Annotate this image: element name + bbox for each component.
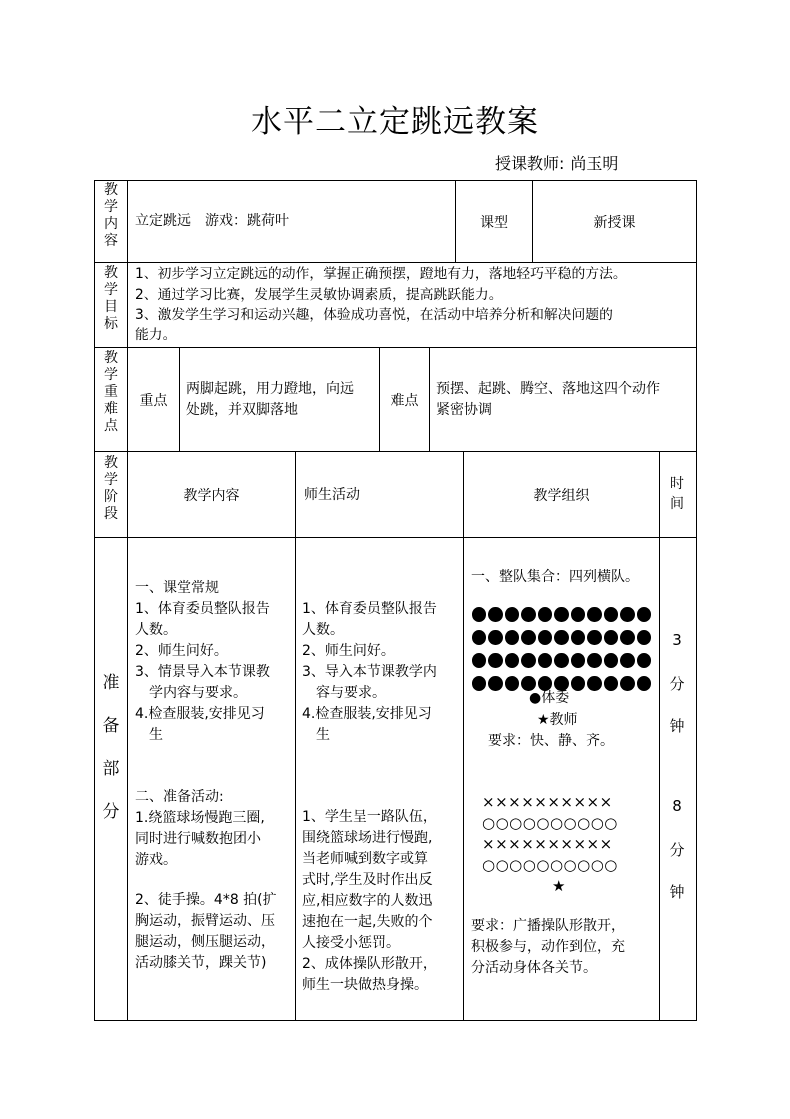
difficulty-line-2: 紧密协调 [436, 402, 492, 418]
student-dot [571, 653, 585, 668]
formation-dots [472, 607, 652, 699]
text-line: 一、课堂常规 [135, 580, 219, 596]
text-line: 1、体育委员整队报告 [135, 601, 270, 617]
text-line: 生 [135, 727, 163, 743]
org-title: 一、整队集合：四列横队。 [471, 569, 639, 585]
formation-row [472, 607, 652, 630]
monitor-mark: ●体委 [529, 690, 570, 706]
student-dot [488, 676, 502, 691]
text-line: 3、导入本节课教学内 [302, 664, 437, 680]
table-border-right [696, 180, 697, 1021]
student-dot [620, 676, 634, 691]
student-dot [554, 630, 568, 645]
teacher-name: 尚玉明 [570, 154, 619, 173]
text-line: 二、准备活动: [135, 789, 224, 805]
lesson-type-value: 新授课 [593, 215, 636, 231]
document-title: 水平二立定跳远教案 [251, 104, 539, 140]
header-content: 教学内容 [183, 488, 240, 504]
row-divider [94, 347, 697, 348]
key-point-line-1: 两脚起跳，用力蹬地，向远 [186, 381, 354, 397]
student-dot [488, 607, 502, 622]
student-dot [620, 653, 634, 668]
student-dot [587, 630, 601, 645]
student-dot [505, 653, 519, 668]
student-dot [571, 630, 585, 645]
student-dot [554, 607, 568, 622]
col-divider [463, 451, 464, 1021]
difficulty-label: 难点 [390, 393, 419, 409]
student-dot [604, 630, 618, 645]
text-line: 腿运动，侧压腿运动， [135, 934, 275, 950]
time-b-number: 8 [672, 797, 682, 815]
time-a-unit-1: 分 [669, 675, 685, 693]
circle-row-1: ○○○○○○○○○○ [482, 814, 618, 832]
text-line: 1、体育委员整队报告 [302, 601, 437, 617]
goal-line-2: 2、通过学习比赛，发展学生灵敏协调素质，提高跳跃能力。 [135, 287, 503, 303]
prep-label-3: 部 [102, 759, 120, 779]
table-border-top [94, 180, 697, 181]
prep-label-2: 备 [102, 716, 120, 736]
student-dot [488, 653, 502, 668]
goal-line-1: 1、初步学习立定跳远的动作，掌握正确预摆，蹬地有力，落地轻巧平稳的方法。 [135, 266, 627, 282]
time-b-unit-1: 分 [669, 841, 685, 859]
prep-label-4: 分 [102, 802, 120, 822]
student-dot [505, 630, 519, 645]
table-border-left [94, 180, 95, 1021]
circle-row-2: ○○○○○○○○○○ [482, 856, 618, 874]
text-line: 游戏。 [135, 852, 177, 868]
student-dot [637, 607, 651, 622]
row-divider [94, 451, 697, 452]
time-b-unit-2: 钟 [669, 883, 685, 901]
student-dot [571, 607, 585, 622]
text-line: 人数。 [302, 622, 344, 638]
student-dot [521, 653, 535, 668]
student-dot [472, 653, 486, 668]
teacher-star: ★ [552, 877, 566, 895]
text-line: 4.检查服装,安排见习 [302, 706, 432, 722]
requirement-b-line-1: 要求：广播操队形散开， [471, 918, 625, 934]
key-point-label: 重点 [139, 393, 168, 409]
student-dot [604, 607, 618, 622]
time-a-number: 3 [672, 631, 682, 649]
text-line: 2、徒手操。4*8 拍(扩 [135, 892, 277, 908]
student-dot [505, 676, 519, 691]
text-line: 式时,学生及时作出反 [302, 872, 433, 888]
key-point-line-2: 处跳，并双脚落地 [186, 402, 298, 418]
student-dot [637, 653, 651, 668]
col-divider [295, 451, 296, 1021]
student-dot [521, 630, 535, 645]
row-label-keys: 教 学 重 难 点 [104, 350, 118, 434]
requirement-b-line-3: 分活动身体各关节。 [471, 960, 597, 976]
student-dot [538, 630, 552, 645]
cross-row-2: ×××××××××× [482, 835, 613, 853]
prep-label-1: 准 [102, 673, 120, 693]
teacher-mark: ★教师 [537, 712, 578, 728]
col-divider [659, 451, 660, 1021]
cross-row-1: ×××××××××× [482, 793, 613, 811]
table-border-bottom [94, 1020, 697, 1021]
formation-row [472, 630, 652, 653]
label-column-divider [127, 180, 128, 1021]
text-line: 胸运动，振臂运动、压 [135, 913, 275, 929]
text-line: 生 [302, 727, 330, 743]
requirement-b-line-2: 积极参与，动作到位，充 [471, 939, 625, 955]
student-dot [538, 653, 552, 668]
student-dot [472, 630, 486, 645]
col-divider [429, 347, 430, 451]
student-dot [505, 607, 519, 622]
goal-line-4: 能力。 [135, 327, 177, 343]
student-dot [604, 653, 618, 668]
text-line: 2、师生问好。 [302, 643, 395, 659]
student-dot [637, 630, 651, 645]
student-dot [538, 607, 552, 622]
text-line: 师生一块做热身操。 [302, 977, 428, 993]
time-a-unit-2: 钟 [669, 717, 685, 735]
header-organization: 教学组织 [533, 488, 590, 504]
student-dot [488, 630, 502, 645]
text-line: 4.检查服装,安排见习 [135, 706, 265, 722]
student-dot [604, 676, 618, 691]
text-line: 2、师生问好。 [135, 643, 228, 659]
teacher-label: 授课教师: [495, 154, 565, 173]
student-dot [587, 607, 601, 622]
text-line: 当老师喊到数字或算 [302, 851, 428, 867]
text-line: 应,相应数字的人数迅 [302, 893, 433, 909]
student-dot [472, 607, 486, 622]
text-line: 1、学生呈一路队伍， [302, 809, 437, 825]
lesson-type-label: 课型 [480, 215, 508, 231]
text-line: 围绕篮球场进行慢跑, [302, 830, 433, 846]
row-label-content: 教 学 内 容 [104, 182, 118, 249]
text-line: 3、情景导入本节课教 [135, 664, 270, 680]
row-label-stage: 教 学 阶 段 [104, 455, 118, 522]
difficulty-line-1: 预摆、起跳、腾空、落地这四个动作 [436, 381, 660, 397]
student-dot [521, 607, 535, 622]
header-activity: 师生活动 [304, 487, 360, 503]
text-line: 速抱在一起,失败的个 [302, 914, 433, 930]
text-line: 1.绕篮球场慢跑三圈, [135, 810, 265, 826]
teacher-line [495, 151, 624, 174]
student-dot [587, 653, 601, 668]
content-text: 立定跳远 游戏：跳荷叶 [135, 213, 289, 229]
student-dot [554, 653, 568, 668]
text-line: 人接受小惩罚。 [302, 935, 400, 951]
student-dot [620, 630, 634, 645]
requirement-a: 要求：快、静、齐。 [488, 733, 614, 749]
row-divider [94, 537, 697, 538]
student-dot [472, 676, 486, 691]
col-divider [179, 347, 180, 451]
student-dot [587, 676, 601, 691]
student-dot [571, 676, 585, 691]
row-divider [94, 262, 697, 263]
student-dot [637, 676, 651, 691]
student-dot [620, 607, 634, 622]
text-line: 2、成体操队形散开， [302, 956, 437, 972]
formation-row [472, 653, 652, 676]
text-line: 容与要求。 [302, 685, 386, 701]
row-label-goals: 教 学 目 标 [104, 265, 118, 332]
text-line: 同时进行喊数抱团小 [135, 831, 261, 847]
text-line: 活动膝关节，踝关节) [135, 955, 267, 971]
header-time: 时 间 [670, 476, 684, 512]
goal-line-3: 3、激发学生学习和运动兴趣，体验成功喜悦，在活动中培养分析和解决问题的 [135, 307, 613, 323]
text-line: 学内容与要求。 [135, 685, 247, 701]
text-line: 人数。 [135, 622, 177, 638]
